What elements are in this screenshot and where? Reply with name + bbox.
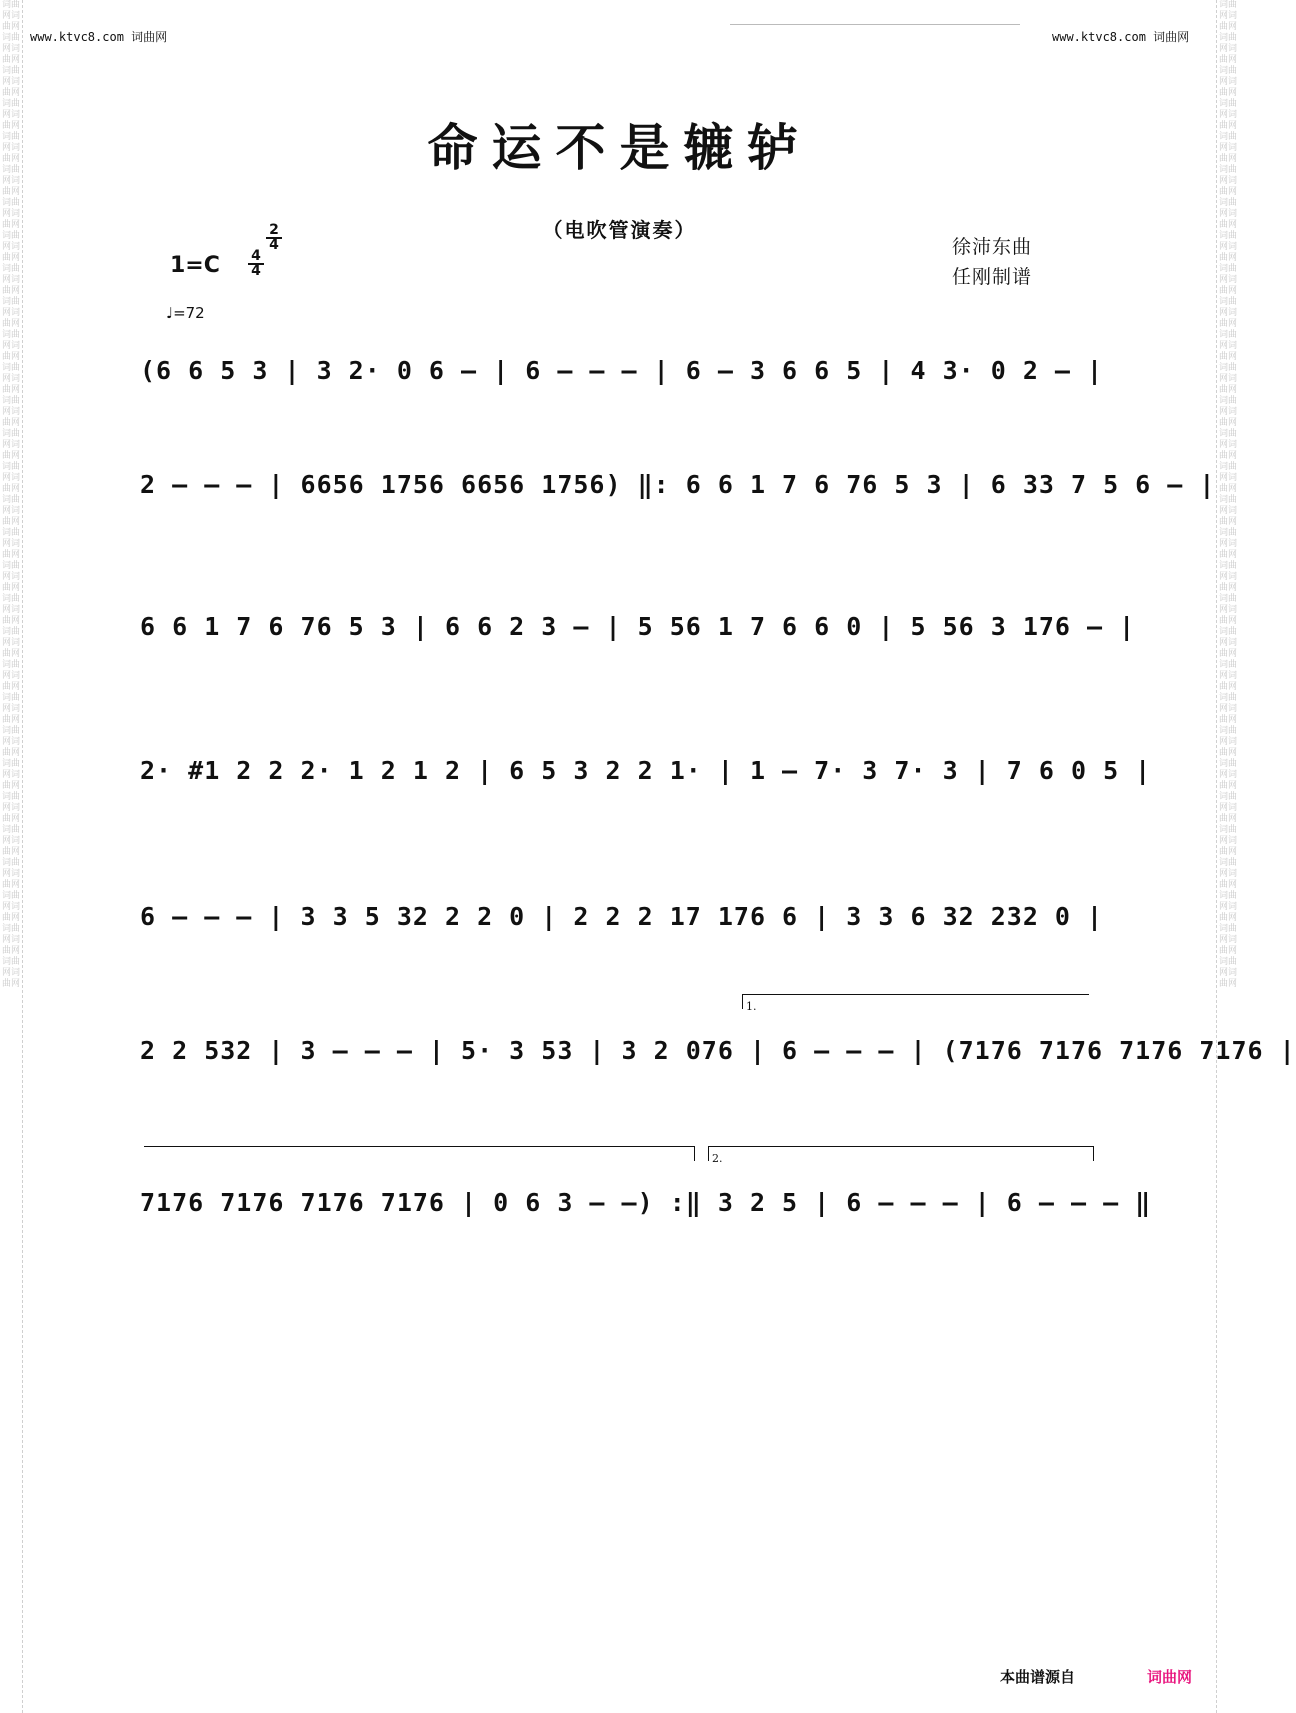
footer-source-label: 本曲谱源自 <box>1000 1668 1076 1686</box>
volta-2-label: 2. <box>712 1152 723 1165</box>
volta-ending-1 <box>742 994 1089 1013</box>
meter-2-4-numerator: 2 <box>266 224 282 239</box>
score-line-3: 6 6 1 7 6 76 5 3 | 6 6 2 3 – | 5 56 1 7 6 6 0 | 5 56 3 176 – | <box>140 612 1136 641</box>
key-signature: 1=C <box>170 253 220 278</box>
edge-rule-left <box>22 0 23 1713</box>
site-tag-right <box>1052 28 1189 45</box>
site-tag-left <box>30 28 167 45</box>
volta-ending-2 <box>708 1146 1094 1165</box>
site-url-right: www.ktvc8.com <box>1052 30 1146 44</box>
meter-2-4-denominator: 4 <box>269 237 279 253</box>
edge-watermark-right: 词曲网词曲网词曲网词曲网词曲网词曲网词曲网词曲网词曲网词曲网词曲网词曲网词曲网词曲网词曲网词曲网词曲网词曲网词曲网词曲网词曲网词曲网词曲网词曲网词曲网词曲网词曲网词曲网词曲网词曲网词曲网词曲网词曲网词曲网词曲网词曲网词曲网词曲网词曲网词曲网词曲网词曲网词曲网词曲网词曲网词曲网词曲网词曲网词曲网词曲网词曲网词曲网词曲网词曲网词曲网词曲网词曲网词曲网词曲网词曲网 <box>1218 0 1237 989</box>
edge-watermark-left: 词曲网词曲网词曲网词曲网词曲网词曲网词曲网词曲网词曲网词曲网词曲网词曲网词曲网词曲网词曲网词曲网词曲网词曲网词曲网词曲网词曲网词曲网词曲网词曲网词曲网词曲网词曲网词曲网词曲网词曲网词曲网词曲网词曲网词曲网词曲网词曲网词曲网词曲网词曲网词曲网词曲网词曲网词曲网词曲网词曲网词曲网词曲网词曲网词曲网词曲网词曲网词曲网词曲网词曲网词曲网词曲网词曲网词曲网词曲网词曲网 <box>1 0 20 989</box>
composer-credit: 徐沛东曲 <box>952 236 1033 258</box>
tempo-marking: ♩=72 <box>166 304 205 322</box>
top-rule <box>730 24 1020 25</box>
time-signature-4-4 <box>248 250 264 278</box>
score-line-6: 2 2 532 | 3 – – – | 5· 3 53 | 3 2 076 | 6 – – – | (7176 7176 7176 7176 | <box>140 1036 1296 1065</box>
score-line-7: 7176 7176 7176 7176 | 0 6 3 – –) :‖ 3 2 5 | 6 – – – | 6 – – – ‖ <box>140 1188 1152 1217</box>
score-line-4: 2· #1 2 2 2· 1 2 1 2 | 6 5 3 2 2 1· | 1 – 7· 3 7· 3 | 7 6 0 5 | <box>140 756 1152 785</box>
score-line-1: (6 6 5 3 | 3 2· 0 6 – | 6 – – – | 6 – 3 6 6 5 | 4 3· 0 2 – | <box>140 356 1104 385</box>
site-name-right: 词曲网 <box>1153 30 1190 44</box>
song-subtitle: （电吹管演奏） <box>542 218 697 242</box>
site-name-left: 词曲网 <box>131 30 168 44</box>
site-url-left: www.ktvc8.com <box>30 30 124 44</box>
score-line-2: 2 – – – | 6656 1756 6656 1756) ‖: 6 6 1 7 6 76 5 3 | 6 33 7 5 6 – | <box>140 470 1216 499</box>
score-line-5: 6 – – – | 3 3 5 32 2 2 0 | 2 2 2 17 176 6 | 3 3 6 32 232 0 | <box>140 902 1104 931</box>
meter-4-4-numerator: 4 <box>248 250 264 265</box>
meter-4-4-denominator: 4 <box>251 263 261 279</box>
volta-1-label: 1. <box>746 1000 757 1013</box>
song-title: 命运不是辘轳 <box>427 118 812 177</box>
volta-ending-1-continued <box>144 1146 695 1161</box>
footer-brand-logo: 词曲网 <box>1147 1668 1193 1686</box>
transcriber-credit: 任刚制谱 <box>952 266 1033 288</box>
time-signature-2-4 <box>266 224 282 252</box>
edge-rule-right <box>1216 0 1217 1713</box>
